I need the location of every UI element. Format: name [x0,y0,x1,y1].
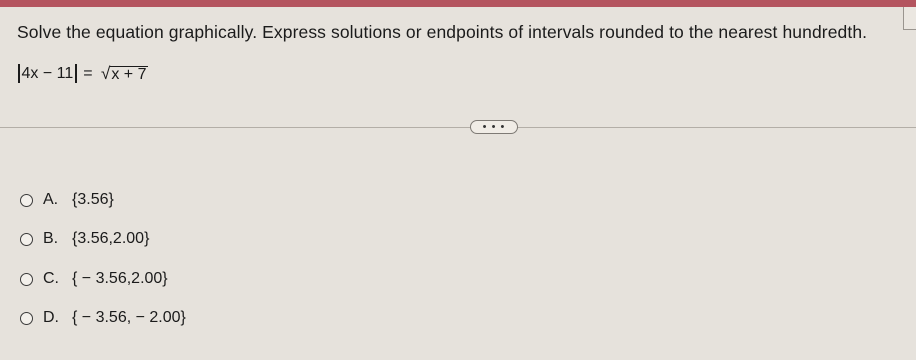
equation-equals: = [78,64,97,82]
radio-button[interactable] [20,312,33,325]
option-value: {3.56,2.00} [72,230,150,247]
abs-bar-right [75,64,77,83]
option-a[interactable] [20,189,114,211]
more-options-button[interactable]: • • • [470,120,518,134]
option-letter: D. [43,309,59,326]
top-accent-bar [0,0,916,7]
option-b[interactable] [20,228,149,250]
option-value: { − 3.56, − 2.00} [72,309,186,326]
abs-bar-left [18,64,20,83]
square-root [101,65,148,83]
divider [0,127,916,128]
option-value: { − 3.56,2.00} [72,270,168,287]
equation [16,64,148,83]
option-d[interactable] [20,307,186,329]
radio-button[interactable] [20,194,33,207]
equation-lhs: 4x − 11 [21,64,74,82]
option-c[interactable] [20,268,168,290]
corner-tab [903,7,916,30]
option-letter: C. [43,270,59,287]
radio-button[interactable] [20,233,33,246]
sqrt-icon: √ [100,63,111,83]
question-text: Solve the equation graphically. Express solutions or endpoints of intervals rounded to the nearest hundredth. [17,22,868,42]
equation-radicand: x + 7 [111,65,147,83]
option-value: {3.56} [72,191,114,208]
option-letter: B. [43,230,59,247]
option-letter: A. [43,191,59,208]
radio-button[interactable] [20,273,33,286]
